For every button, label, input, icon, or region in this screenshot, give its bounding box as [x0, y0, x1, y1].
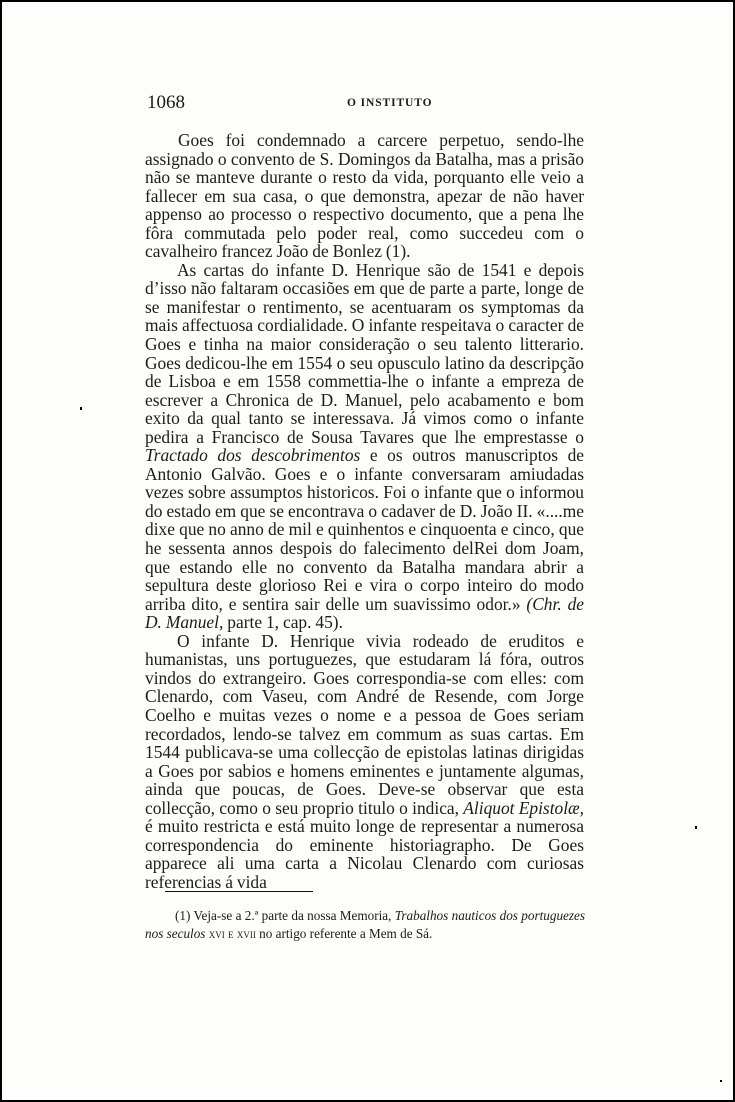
book-title-aliquot: Aliquot Epistolæ,	[463, 797, 584, 818]
scan-mark-right	[695, 826, 697, 829]
paragraph-2: As cartas do infante D. Henrique são de 1541 e depois d’isso não faltaram occasiões em que de parte a parte, longe de se manifestar o rentimento, se acentuaram os symptomas da mais affectuosa cordialidade. O infante respeitava o caracter de Goes e tinha na maior consideração o seu talento litterario. Goes dedicou-lhe em 1554 o seu opusculo latino da descripção de Lisboa e em 1558 commettia-lhe o infante a empreza de escrever a Chronica de D. Manuel, pelo acabamento e bom exito da qual tanto se interessava. Já vimos como o infante pedira a Francisco de Sousa Tavares que lhe emprestasse o Tractado dos descobrimentos e os outros manuscriptos de Antonio Galvão. Goes e o infante conversaram amiudadas vezes sobre assumptos historicos. Foi o infante que o informou do estado em que se encontrava o cadaver de D. João II. «....me dixe que no anno de mil e quinhentos e cinquoenta e cinco, que he sessenta annos despois do falecimento delRei dom Joam, que estando elle no convento da Batalha mandara abrir a sepultura deste glorioso Rei e vira o corpo inteiro do modo arriba dito, e sentira sair delle um suavissimo odor.» (Chr. de D. Manuel, parte 1, cap. 45).	[145, 259, 584, 633]
footnote-title: Trabalhos nauticos dos portuguezes nos seculos	[145, 908, 586, 941]
scan-mark-left	[80, 407, 82, 410]
paragraph-3: O infante D. Henrique vivia rodeado de eruditos e humanistas, uns portuguezes, que estudaram lá fóra, outros vindos do extrangeiro. Goes correspondia-se com elles: com Clenardo, com Vaseu, com André de Resende, com Jorge Coelho e muitas vezes o nome e a pessoa de Goes seriam recordados, lendo-se talvez em commum as suas cartas. Em 1544 publicava-se uma collecção de epistolas latinas dirigidas a Goes por sabios e homens eminentes e juntamente algumas, ainda que poucas, de Goes. Deve-se observar que esta collecção, como o seu proprio titulo o indica, Aliquot Epistolæ, é muito restricta e está muito longe de representar a numerosa correspondencia do eminente historiagrapho. De Goes apparece ali uma carta a Nicolau Clenardo com curiosas referencias á vida	[145, 630, 584, 892]
page-number: 1068	[147, 92, 185, 113]
footnote-centuries: xvi e xvii	[208, 926, 256, 941]
footnote: (1) Veja-se a 2.ª parte da nossa Memoria, Trabalhos nauticos dos portuguezes nos seculos xvi e xvii no artigo referente a Mem de Sá.	[145, 908, 586, 941]
scan-mark-bottom	[720, 1080, 722, 1082]
running-title: O INSTITUTO	[347, 97, 433, 109]
citation-chronica: (Chr. de D. Manuel,	[145, 593, 584, 633]
main-text	[145, 131, 584, 891]
paragraph-1: Goes foi condemnado a carcere perpetuo, sendo-lhe assignado o convento de S. Domingos da Batalha, mas a prisão não se manteve durante o resto da vida, porquanto elle veio a fallecer em sua casa, o que demonstra, apezar de não haver appenso ao processo o respectivo documento, que a pena lhe fôra commutada pelo poder real, como succedeu com o cavalheiro francez João de Bonlez (1).	[145, 130, 584, 262]
book-title-tractado: Tractado dos descobrimentos	[145, 445, 361, 466]
footnote-divider	[165, 891, 313, 892]
